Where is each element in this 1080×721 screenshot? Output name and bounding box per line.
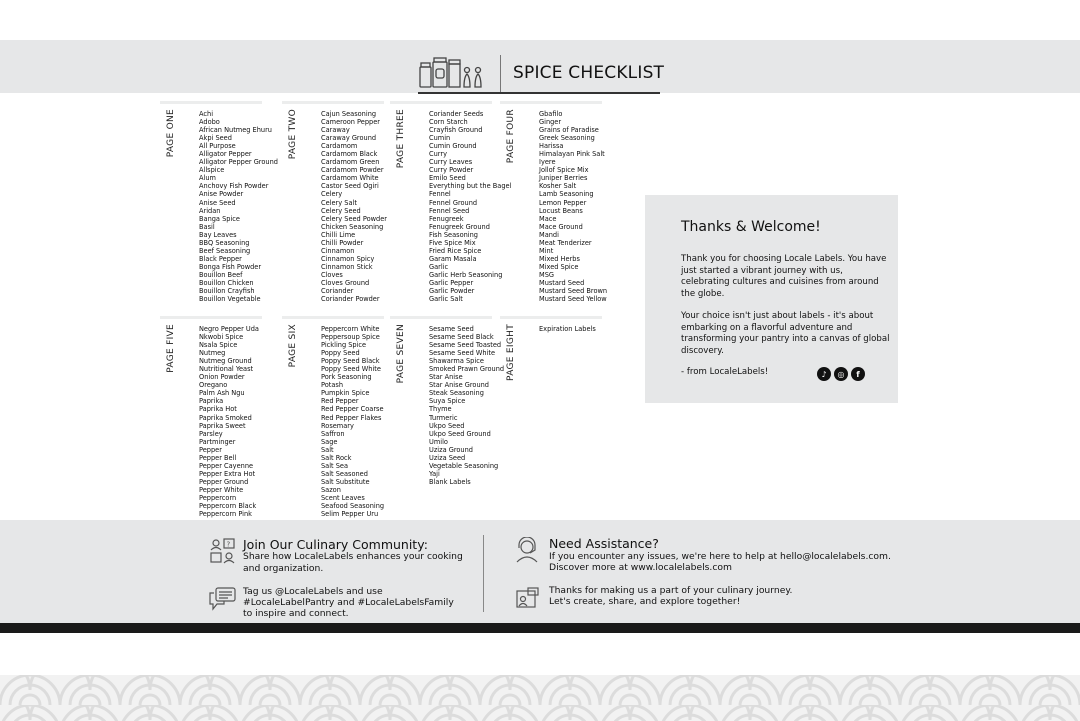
community-text-2: and organization. [243,563,324,574]
wave-pattern [0,675,1080,721]
list-item: African Nutmeg Ehuru [199,126,272,135]
list-item: Greek Seasoning [539,134,595,143]
list-item: Crayfish Ground [429,126,483,135]
list-item: Alum [199,174,216,183]
list-item: Mustard Seed [539,278,585,287]
thanks-text-1: Thanks for making us a part of your culinary journey. [549,585,793,596]
list-item: Emilo Seed [429,174,466,183]
list-item: Fried Rice Spice [429,246,482,255]
page-label: PAGE TWO [288,109,298,160]
list-item: Mandi [539,230,559,239]
list-item: Cinnamon Spicy [321,254,375,263]
list-item: Rosemary [321,421,354,430]
list-item: Cardamom Green [321,158,380,167]
community-text-1: Share how LocaleLabels enhances your cooking [243,551,463,562]
list-item: Cinnamon [321,246,355,255]
list-item: Nutmeg [199,349,226,358]
list-item: Kosher Salt [539,182,577,191]
list-item: Pepper Extra Hot [199,469,256,478]
list-item: Beef Seasoning [199,246,251,255]
column-rule [282,101,384,104]
list-item: Poppy Seed [321,349,360,358]
list-item: Bouillon Chicken [199,278,254,287]
list-item: Scent Leaves [321,493,365,502]
list-item: Mixed Herbs [539,254,580,263]
list-item: Coriander [321,287,354,296]
assist-text-1: If you encounter any issues, we're here to help at hello@localelabels.com. [549,551,891,562]
list-item: Sage [321,437,338,446]
list-item: Pepper Bell [199,453,237,462]
list-item: Curry [429,150,447,159]
list-item: Selim Pepper Uru [321,510,379,519]
list-item: Fenugreek [429,214,464,223]
list-item: Palm Ash Ngu [199,389,245,398]
list-item: Mint [539,246,554,255]
list-item: MSG [539,270,554,279]
list-item: Ukpo Seed Ground [429,429,491,438]
tag-text-2: #LocaleLabelPantry and #LocaleLabelsFamily [243,597,454,608]
list-item: Turmeric [429,413,458,422]
list-item: Everything but the Bagel [429,182,512,191]
list-item: Lamb Seasoning [539,190,594,199]
welcome-paragraph-2: Your choice isn't just about labels - it's about embarking on a flavorful adventure and transforming your pantry into a canvas of global discovery. [681,311,890,356]
column-rule [500,316,602,319]
spice-list [429,110,511,303]
list-item: Parsley [199,429,223,438]
svg-text:?: ? [226,540,231,549]
list-item: Nutmeg Ground [199,357,252,366]
list-item: Saffron [321,429,345,438]
list-item: Bouillon Beef [199,270,243,279]
column-rule [500,101,602,104]
list-item: Garam Masala [429,254,477,263]
list-item: Sesame Seed Black [429,333,494,342]
list-item: Pork Seasoning [321,373,372,382]
list-item: Corn Starch [429,118,468,127]
list-item: Castor Seed Ogiri [321,182,379,191]
list-item: Expiration Labels [539,325,596,333]
spice-list [539,110,607,303]
list-item: Negro Pepper Uda [199,325,259,333]
list-item: Fenugreek Ground [429,222,490,231]
list-item: Cameroon Pepper [321,118,380,127]
list-item: Paprika [199,397,224,406]
list-item: Salt [321,445,334,454]
list-item: Nutritional Yeast [199,365,254,374]
list-item: Mace Ground [539,222,583,231]
welcome-paragraph-1: Thank you for choosing Locale Labels. You have just started a vibrant journey with us, celebrating cultures and cuisines from around the globe. [681,254,887,299]
chat-icon [208,587,236,611]
list-item: Cumin Ground [429,142,477,151]
welcome-signoff: - from LocaleLabels! [681,367,769,377]
list-item: Celery Seed [321,206,361,215]
list-item: Paprika Sweet [199,421,246,430]
list-item: Star Anise [429,373,463,382]
list-item: Potash [321,381,344,390]
list-item: Onion Powder [199,373,245,382]
column-rule [282,316,384,319]
list-item: Cardamom Powder [321,166,384,175]
list-item: Bay Leaves [199,230,237,239]
list-item: Alligator Pepper [199,150,252,159]
list-item: Anise Seed [199,198,236,207]
list-item: Nsala Spice [199,341,238,350]
list-item: Black Pepper [199,254,242,263]
list-item: Allspice [199,166,225,175]
thanks-text-2: Let's create, share, and explore together! [549,596,741,607]
list-item: Meat Tenderizer [539,238,592,247]
list-item: Banga Spice [199,214,240,223]
list-item: Jollof Spice Mix [539,166,589,175]
list-item: Aridan [199,206,221,215]
list-item: BBQ Seasoning [199,238,250,247]
list-item: Peppercorn Black [199,502,257,511]
column-rule [390,101,492,104]
list-item: Celery Salt [321,198,357,207]
list-item: Fennel [429,190,451,199]
list-item: Alligator Pepper Ground [199,158,278,167]
page-label: PAGE FOUR [506,109,516,164]
list-item: Shawarma Spice [429,357,484,366]
page-label: PAGE SEVEN [396,324,406,384]
list-item: Peppersoup Spice [321,333,380,342]
list-item: Anchovy Fish Powder [199,182,269,191]
list-item: Harissa [539,142,564,151]
list-item: Cloves [321,270,343,279]
list-item: Paprika Smoked [199,413,252,422]
list-item: Uziza Seed [429,453,466,462]
list-item: Uziza Ground [429,445,473,454]
page-label: PAGE FIVE [166,324,176,373]
support-headset-icon [515,537,539,563]
list-item: Salt Substitute [321,477,370,486]
instagram-icon[interactable]: ◎ [834,367,848,381]
list-item: Salt Rock [321,453,352,462]
page-label: PAGE ONE [166,109,176,158]
list-item: Partminger [199,437,236,446]
list-item: Mixed Spice [539,262,579,271]
list-item: Fennel Ground [429,198,478,207]
list-item: Cardamom [321,142,358,151]
list-item: Red Pepper Coarse [321,405,384,414]
list-item: Fish Seasoning [429,230,478,239]
list-item: Suya Spice [429,397,466,406]
list-item: Caraway Ground [321,134,377,143]
list-item: Curry Powder [429,166,474,175]
title-underline [418,92,660,94]
list-item: Ukpo Seed [429,421,465,430]
page-label: PAGE EIGHT [506,324,516,381]
column-rule [160,101,262,104]
list-item: Chicken Seasoning [321,222,384,231]
list-item: Akpi Seed [199,134,232,143]
list-item: Pepper White [199,485,244,494]
list-item: Achi [199,110,214,118]
header-divider [500,55,501,92]
list-item: Ginger [539,118,562,127]
list-item: Bonga Fish Powder [199,262,262,271]
list-item: Pepper [199,445,222,454]
list-item: Pepper Ground [199,477,249,486]
spice-list [539,325,596,333]
spice-jars-icon [418,57,486,89]
list-item: Anise Powder [199,190,244,199]
footer-divider [483,535,484,612]
list-item: Seafood Seasoning [321,502,385,511]
spice-list [199,110,278,303]
list-item: Celery [321,190,343,199]
list-item: Chilli Powder [321,238,364,247]
community-title: Join Our Culinary Community: [243,537,428,552]
footer [0,520,1080,623]
list-item: Pumpkin Spice [321,389,370,398]
list-item: Sazon [321,485,341,494]
tag-text-1: Tag us @LocaleLabels and use [243,586,383,597]
list-item: Red Pepper Flakes [321,413,382,422]
list-item: Peppercorn [199,493,237,502]
list-item: Cumin [429,134,451,143]
list-item: Mace [539,214,557,223]
list-item: Mustard Seed Yellow [539,295,607,304]
list-item: Lemon Pepper [539,198,587,207]
list-item: Gbafilo [539,110,563,118]
computer-chat-icon [516,587,540,609]
list-item: Cardamom White [321,174,379,183]
footer-bar [0,623,1080,633]
welcome-title: Thanks & Welcome! [681,219,821,235]
list-item: Coriander Seeds [429,110,484,118]
list-item: Sesame Seed White [429,349,496,358]
spice-list [199,325,259,518]
list-item: Grains of Paradise [539,126,599,135]
spice-list [429,325,504,486]
list-item: Cloves Ground [321,278,370,287]
list-item: Blank Labels [429,477,471,486]
list-item: All Purpose [199,142,236,151]
list-item: Thyme [429,405,452,414]
list-item: Salt Sea [321,461,349,470]
list-item: Coriander Powder [321,295,380,304]
tag-text-3: to inspire and connect. [243,608,349,619]
list-item: Five Spice Mix [429,238,476,247]
column-rule [390,316,492,319]
list-item: Juniper Berries [539,174,588,183]
list-item: Cardamom Black [321,150,378,159]
list-item: Garlic Salt [429,295,463,304]
list-item: Garlic [429,262,449,271]
spice-list [321,325,384,518]
list-item: Oregano [199,381,228,390]
facebook-icon[interactable]: f [851,367,865,381]
list-item: Pickling Spice [321,341,367,350]
page-title: SPICE CHECKLIST [513,63,665,83]
list-item: Smoked Prawn Ground [429,365,505,374]
list-item: Paprika Hot [199,405,237,414]
list-item: Sesame Seed Toasted [429,341,502,350]
list-item: Cinnamon Stick [321,262,373,271]
list-item: Caraway [321,126,350,135]
list-item: Celery Seed Powder [321,214,387,223]
list-item: Garlic Powder [429,287,475,296]
list-item: Fennel Seed [429,206,470,215]
page-label: PAGE SIX [288,324,298,368]
list-item: Nkwobi Spice [199,333,244,342]
list-item: Garlic Pepper [429,278,474,287]
spice-list [321,110,387,303]
list-item: Cajun Seasoning [321,110,377,118]
list-item: Mustard Seed Brown [539,287,608,296]
list-item: Red Pepper [321,397,359,406]
list-item: Peppercorn White [321,325,380,333]
list-item: Poppy Seed Black [321,357,380,366]
tiktok-icon[interactable]: ♪ [817,367,831,381]
list-item: Himalayan Pink Salt [539,150,605,159]
list-item: Basil [199,222,215,231]
list-item: Bouillon Crayfish [199,287,255,296]
assist-title: Need Assistance? [549,536,659,551]
community-icon [210,538,236,564]
list-item: Bouillon Vegetable [199,295,261,304]
list-item: Pepper Cayenne [199,461,254,470]
list-item: Yaji [429,469,440,478]
list-item: Steak Seasoning [429,389,484,398]
list-item: Iyere [539,158,556,167]
list-item: Sesame Seed [429,325,474,333]
assist-text-2: Discover more at www.localelabels.com [549,562,732,573]
welcome-panel [645,195,898,403]
list-item: Curry Leaves [429,158,473,167]
list-item: Salt Seasoned [321,469,368,478]
list-item: Chilli Lime [321,230,356,239]
page-label: PAGE THREE [396,109,406,169]
column-rule [160,316,262,319]
list-item: Poppy Seed White [321,365,381,374]
list-item: Garlic Herb Seasoning [429,270,503,279]
list-item: Star Anise Ground [429,381,489,390]
list-item: Locust Beans [539,206,583,215]
list-item: Vegetable Seasoning [429,461,499,470]
list-item: Peppercorn Pink [199,510,252,519]
list-item: Umilo [429,437,448,446]
list-item: Adobo [199,118,220,127]
